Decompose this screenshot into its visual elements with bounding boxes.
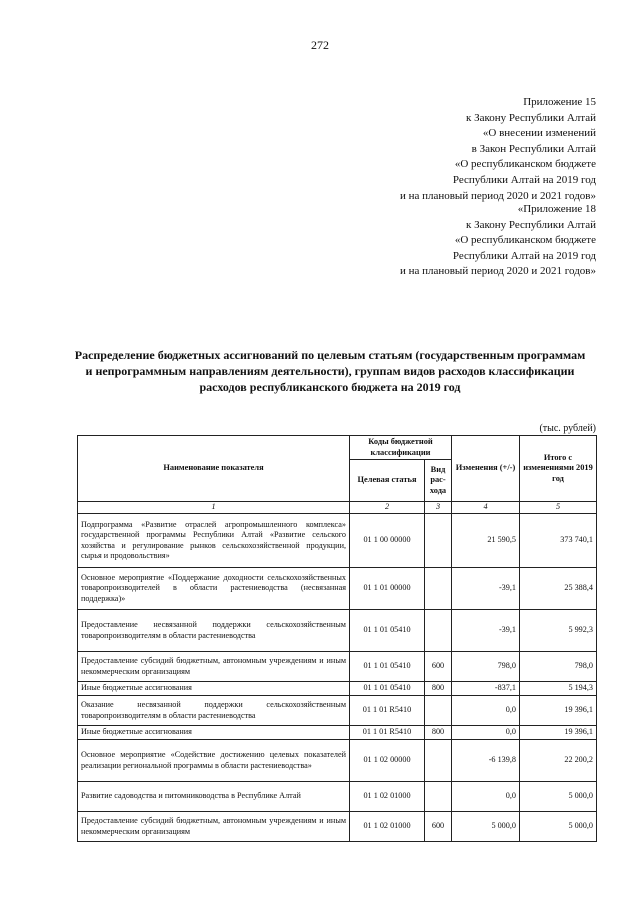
header-kind: Вид рас-хода	[425, 460, 452, 502]
row-expense-kind	[425, 568, 452, 610]
document-title: Распределение бюджетных ассигнований по целевым статьям (государственным программам и непрограммным направлениям деятельности), группам видов расходов классификации расходов республиканского бюджета на 2019 год	[74, 348, 586, 394]
row-expense-kind	[425, 696, 452, 726]
row-target-code: 01 1 00 00000	[350, 514, 425, 568]
row-change: 0,0	[452, 726, 520, 740]
appendix-line: Республики Алтай на 2019 год	[452, 249, 596, 262]
unit-label: (тыс. рублей)	[539, 423, 596, 434]
appendix-line: к Закону Республики Алтай	[466, 218, 596, 231]
row-total: 798,0	[520, 652, 597, 682]
index-cell: 1	[78, 502, 350, 514]
index-row	[78, 502, 597, 514]
appendix-line: и на плановый период 2020 и 2021 годов»	[399, 265, 596, 278]
row-total: 373 740,1	[520, 514, 597, 568]
index-cell: 3	[425, 502, 452, 514]
appendix-18-block	[400, 202, 596, 280]
row-expense-kind: 600	[425, 652, 452, 682]
row-change: 5 000,0	[452, 812, 520, 842]
appendix-line: в Закон Республики Алтай	[471, 142, 596, 155]
row-change: -39,1	[452, 610, 520, 652]
table-row	[78, 782, 597, 812]
row-total: 19 396,1	[520, 696, 597, 726]
row-expense-kind: 800	[425, 682, 452, 696]
row-total: 22 200,2	[520, 740, 597, 782]
table-row	[78, 514, 597, 568]
row-name: Основное мероприятие «Содействие достижению целевых показателей реализации региональной программы в области растениеводства»	[78, 740, 350, 782]
appendix-line: «Приложение 18	[517, 203, 596, 215]
row-name: Подпрограмма «Развитие отраслей агропромышленного комплекса» государственной программы Республики Алтай «Развитие сельского хозяйства и регулирование рынков сельскохозяйственной продукции, сырья и продовольствия»	[78, 514, 350, 568]
row-change: -837,1	[452, 682, 520, 696]
row-target-code: 01 1 02 00000	[350, 740, 425, 782]
row-expense-kind	[425, 610, 452, 652]
row-name: Предоставление субсидий бюджетным, автономным учреждениям и иным некоммерческим организациям	[78, 652, 350, 682]
row-expense-kind: 600	[425, 812, 452, 842]
row-target-code: 01 1 01 05410	[350, 610, 425, 652]
row-target-code: 01 1 02 01000	[350, 812, 425, 842]
header-change: Изменения (+/-)	[452, 436, 520, 502]
appendix-line: Республики Алтай на 2019 год	[452, 173, 596, 186]
row-change: -6 139,8	[452, 740, 520, 782]
index-cell: 2	[350, 502, 425, 514]
row-change: 0,0	[452, 782, 520, 812]
row-change: 21 590,5	[452, 514, 520, 568]
index-cell: 4	[452, 502, 520, 514]
table-row	[78, 652, 597, 682]
row-expense-kind	[425, 740, 452, 782]
row-name: Предоставление субсидий бюджетным, автономным учреждениям и иным некоммерческим организациям	[78, 812, 350, 842]
row-expense-kind	[425, 514, 452, 568]
index-cell: 5	[520, 502, 597, 514]
row-total: 5 992,3	[520, 610, 597, 652]
appendix-line: и на плановый период 2020 и 2021 годов»	[399, 189, 596, 202]
row-total: 19 396,1	[520, 726, 597, 740]
row-target-code: 01 1 01 05410	[350, 652, 425, 682]
row-name: Предоставление несвязанной поддержки сельскохозяйственным товаропроизводителям в области растениеводства	[78, 610, 350, 652]
row-target-code: 01 1 01 00000	[350, 568, 425, 610]
row-name: Основное мероприятие «Поддержание доходности сельскохозяйственных товаропроизводителей в области растениеводства (несвязанная поддержка)»	[78, 568, 350, 610]
budget-table	[77, 435, 597, 842]
appendix-line: «О республиканском бюджете	[454, 234, 596, 247]
appendix-line: «О республиканском бюджете	[454, 158, 596, 171]
row-target-code: 01 1 01 R5410	[350, 726, 425, 740]
appendix-15-block	[400, 95, 596, 204]
row-name: Иные бюджетные ассигнования	[78, 682, 350, 696]
row-change: 798,0	[452, 652, 520, 682]
row-name: Оказание несвязанной поддержки сельскохозяйственным товаропроизводителям в области растениеводства	[78, 696, 350, 726]
row-change: 0,0	[452, 696, 520, 726]
table-row	[78, 812, 597, 842]
appendix-line: Приложение 15	[523, 96, 596, 108]
table-row	[78, 740, 597, 782]
row-total: 5 000,0	[520, 812, 597, 842]
header-name: Наименование показателя	[78, 436, 350, 502]
row-target-code: 01 1 01 05410	[350, 682, 425, 696]
appendix-line: к Закону Республики Алтай	[466, 111, 596, 124]
page-number: 272	[311, 38, 329, 52]
table-row	[78, 682, 597, 696]
row-name: Развитие садоводства и питомниководства в Республике Алтай	[78, 782, 350, 812]
header-total: Итого с изменениями 2019 год	[520, 436, 597, 502]
row-target-code: 01 1 02 01000	[350, 782, 425, 812]
row-total: 5 194,3	[520, 682, 597, 696]
row-target-code: 01 1 01 R5410	[350, 696, 425, 726]
row-expense-kind	[425, 782, 452, 812]
row-name: Иные бюджетные ассигнования	[78, 726, 350, 740]
header-codes: Коды бюджетной классификации	[350, 436, 452, 460]
table-row	[78, 568, 597, 610]
header-target: Целевая статья	[350, 460, 425, 502]
table-row	[78, 696, 597, 726]
row-total: 5 000,0	[520, 782, 597, 812]
table-row	[78, 610, 597, 652]
row-expense-kind: 800	[425, 726, 452, 740]
row-total: 25 388,4	[520, 568, 597, 610]
row-change: -39,1	[452, 568, 520, 610]
appendix-line: «О внесении изменений	[482, 127, 596, 140]
table-row	[78, 726, 597, 740]
